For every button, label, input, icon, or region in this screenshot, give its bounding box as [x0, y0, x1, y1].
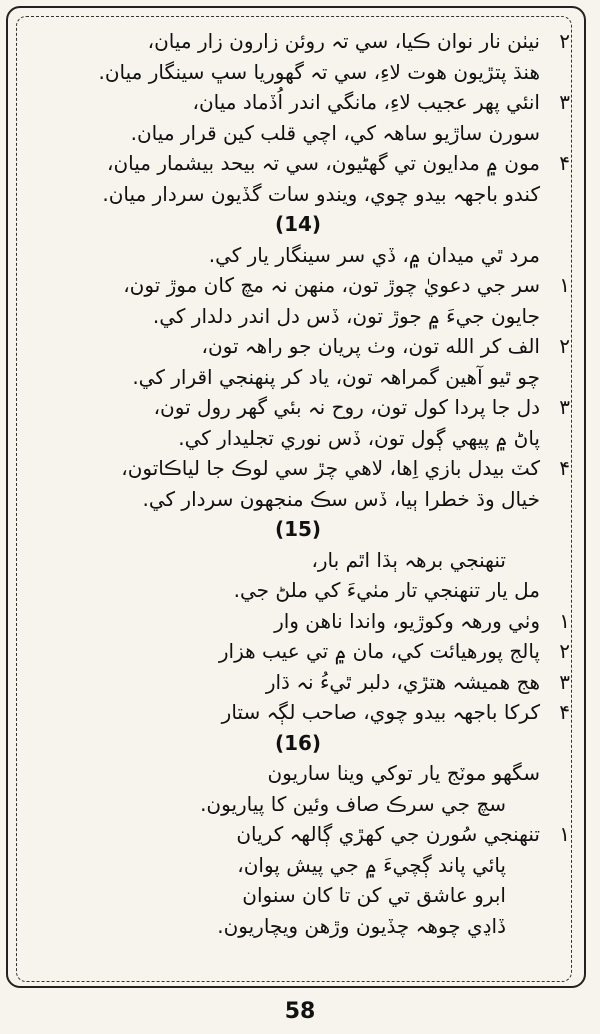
- verse-text: سچ جي سرڪ صاف وئين کا پياريون.: [200, 791, 506, 816]
- verse-line: [26, 545, 570, 576]
- verse-text: دل جا پردا کول تون، روح نہ بئي گهر رول تون،: [153, 395, 540, 419]
- verse-line: [26, 606, 570, 637]
- verse-line: [26, 392, 570, 423]
- page-number: 58: [284, 999, 316, 1024]
- verse-text: الف کر الله تون، وٺ پريان جو راهہ تون،: [201, 334, 540, 358]
- verse-line: [26, 240, 570, 271]
- verse-line: [26, 148, 570, 179]
- verse-text: کرکا باجهہ بيدو چوي، صاحب لڳہ ستار: [221, 700, 540, 724]
- verse-text: انئي پهر عجيب لاءِ، مانگي اندر اُڏماد ميان،: [192, 90, 540, 114]
- verse-text: پائي پاند ڳچيءَ ۾ جي پيش پوان،: [237, 852, 506, 877]
- verse-number: ٢: [559, 334, 570, 358]
- verse-number: ٣: [559, 395, 570, 419]
- verse-line: [26, 697, 570, 728]
- verse-text: هنڌ پتڙيون هوت لاءِ، سي تہ گهوريا سڀ سينگار ميان.: [98, 59, 540, 84]
- section-heading: [26, 728, 570, 759]
- verse-line: [26, 26, 570, 57]
- verse-number: ٢: [559, 29, 570, 53]
- verse-text: خيال وڌ خطرا ٻيا، ڏس سڪ منجهون سردار کي.: [142, 486, 540, 511]
- section-heading: [26, 514, 570, 545]
- verse-text: کٽ بيدل بازي اِها، لاهي چڙ سي لوڪ جا لياڪاتون،: [121, 456, 540, 480]
- verse-text: تنهنجي برهہ ٻڌا اٿم بار،: [311, 547, 506, 572]
- verse-line: [26, 362, 570, 393]
- verse-number: ۴: [559, 151, 570, 175]
- verse-text: (16): [274, 730, 322, 755]
- verse-text: تنهنجي سُورن جي کهڙي ڳالهہ کريان: [236, 822, 540, 846]
- verse-number: ٣: [559, 669, 570, 694]
- verse-text: کندو باجهہ بيدو چوي، ويندو سات گڏيون سردار ميان.: [102, 181, 540, 206]
- verse-text: ابرو عاشق تي کن تا کان سنوان: [242, 883, 506, 907]
- verse-line: [26, 87, 570, 118]
- verse-line: [26, 179, 570, 210]
- verse-line: [26, 301, 570, 332]
- verse-number: ۴: [559, 456, 570, 480]
- verse-number: ١: [559, 608, 570, 633]
- verse-number: ٢: [559, 639, 570, 663]
- verse-text: وٺي ورهہ وکوڙيو، واندا ناهن وار: [274, 608, 540, 633]
- section-heading: [26, 209, 570, 240]
- verse-line: [26, 331, 570, 362]
- verse-line: [26, 118, 570, 149]
- verse-text: پاڻ ۾ پيهي ڳول تون، ڏس نوري تجليدار کي.: [178, 425, 540, 450]
- verse-text: ڏاڍي چوهہ چڏيون وڙهن ويچاريون.: [217, 913, 506, 938]
- verse-text: مون ۾ مدايون تي گهڻيون، سي تہ بيحد بيشمار ميان،: [106, 151, 540, 175]
- verse-line: [26, 819, 570, 850]
- verse-text: (14): [274, 212, 322, 236]
- verse-line: [26, 423, 570, 454]
- verse-line: [26, 575, 570, 606]
- verse-number: ١: [559, 273, 570, 297]
- verse-text: نيٺن نار نوان ڪيا، سي تہ روئن زارون زار ميان،: [147, 29, 540, 53]
- verse-text: (15): [274, 517, 322, 541]
- verse-text: هج هميشہ هتڙي، دلبر ٿيءُ نہ ڌار: [265, 669, 540, 694]
- verse-line: [26, 667, 570, 698]
- verse-text: سر جي دعويٰ چوڙ تون، منهن نہ مچ کان موڙ تون،: [123, 273, 540, 297]
- poem-text: [26, 26, 570, 941]
- verse-line: [26, 636, 570, 667]
- verse-line: [26, 453, 570, 484]
- verse-number: ١: [559, 822, 570, 846]
- verse-number: ٣: [559, 90, 570, 114]
- verse-line: [26, 484, 570, 515]
- verse-line: [26, 270, 570, 301]
- verse-text: چو ٿيو آهين گمراهہ تون، ياد کر پنهنجي اقرار کي.: [132, 364, 540, 389]
- verse-line: [26, 57, 570, 88]
- verse-line: [26, 911, 570, 942]
- verse-text: سگهو موٽج يار توکي وينا ساريون: [267, 761, 540, 785]
- verse-text: مل يار تنهنجي تار مٺيءَ کي ملڻ جي.: [233, 578, 540, 602]
- verse-line: [26, 850, 570, 881]
- verse-text: سورن ساڙيو ساهہ کي، اچي قلب کين قرار ميان.: [130, 120, 540, 145]
- verse-line: [26, 880, 570, 911]
- verse-number: ۴: [559, 700, 570, 724]
- verse-text: جايون جيءَ ۾ جوڙ تون، ڏس دل اندر دلدار کي.: [152, 303, 540, 328]
- verse-line: [26, 789, 570, 820]
- verse-line: [26, 758, 570, 789]
- verse-text: مرد ٿي ميدان ۾، ڏي سر سينگار يار کي.: [208, 242, 540, 267]
- verse-text: پالج پورهيائت کي، مان ۾ تي عيب هزار: [218, 639, 540, 663]
